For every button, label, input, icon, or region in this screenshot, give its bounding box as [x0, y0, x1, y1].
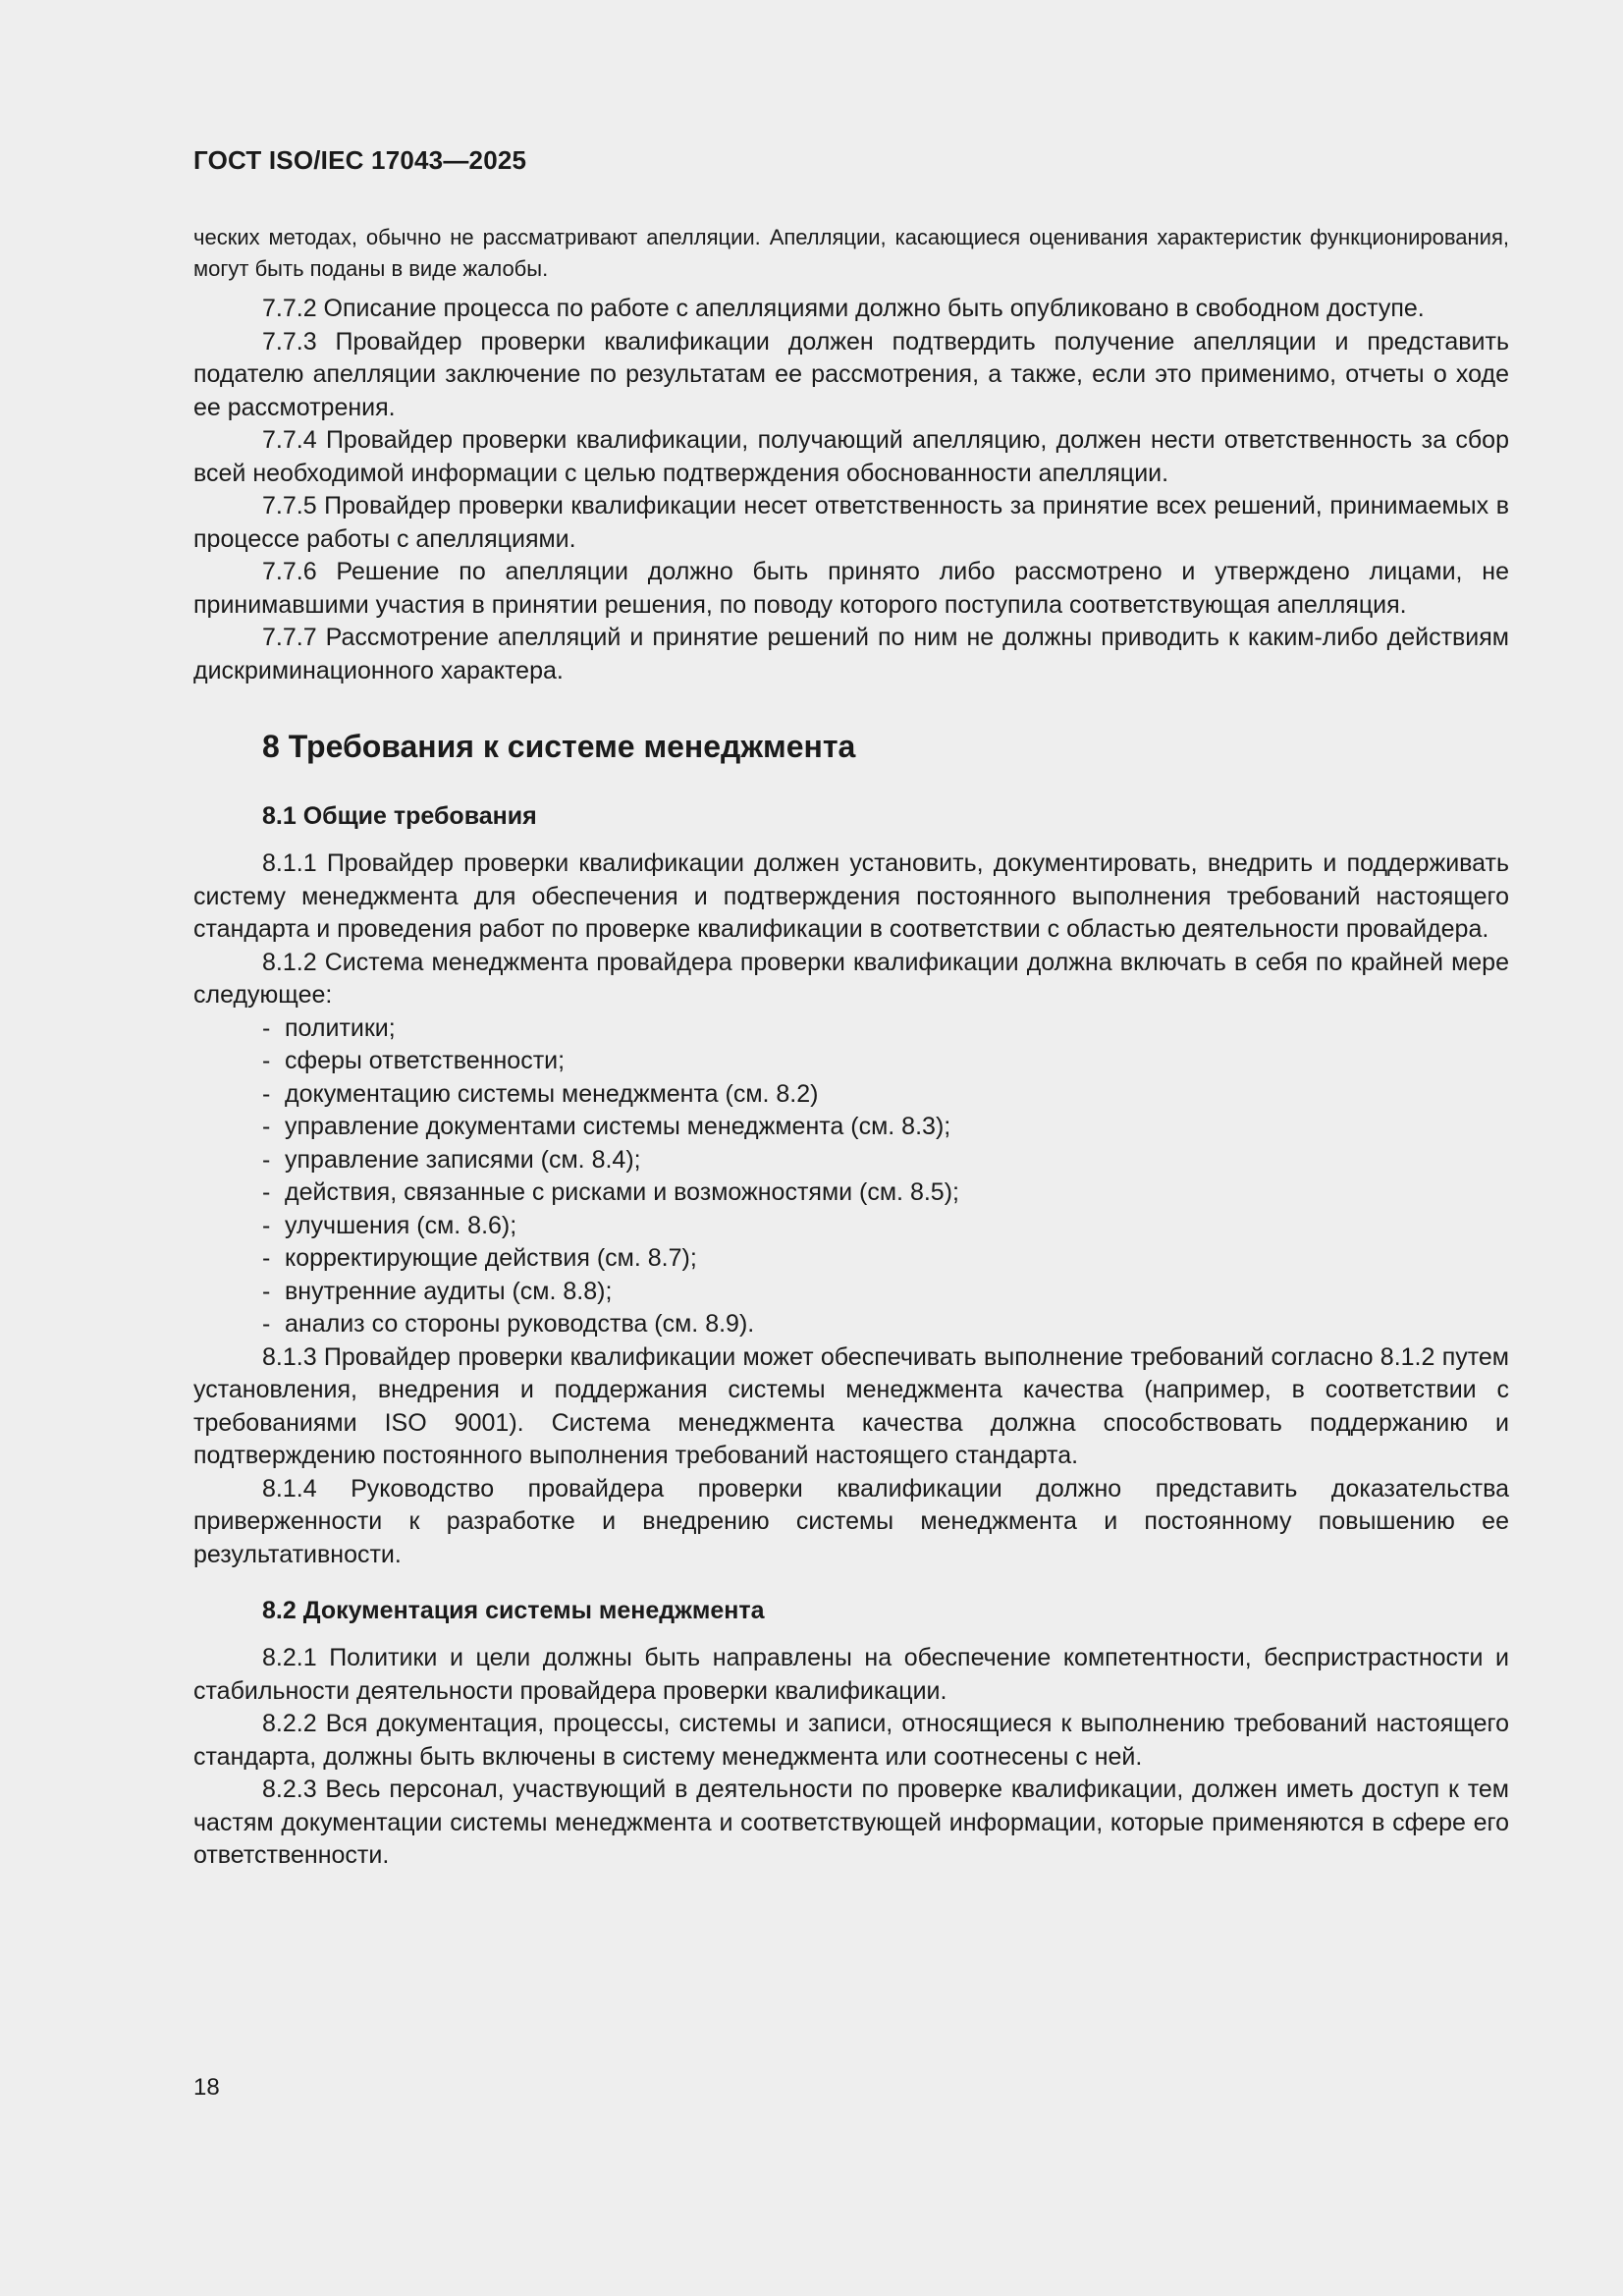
- list-item: - управление документами системы менеджмента (см. 8.3);: [262, 1111, 1509, 1144]
- subsection-8-1-title: 8.1 Общие требования: [262, 802, 537, 830]
- list-item: - корректирующие действия (см. 8.7);: [262, 1242, 1509, 1276]
- clause-7-7-4: 7.7.4 Провайдер проверки квалификации, получающий апелляцию, должен нести ответственность за сбор всей необходимой информации с целью подтверждения обоснованности апелляции.: [193, 426, 1509, 487]
- list-item: - улучшения (см. 8.6);: [262, 1210, 1509, 1243]
- clause-8-2-2: 8.2.2 Вся документация, процессы, системы и записи, относящиеся к выполнению требований настоящего стандарта, должны быть включены в систему менеджмента или соотнесены с ней.: [193, 1710, 1509, 1771]
- clause-8-1-1: 8.1.1 Провайдер проверки квалификации должен установить, документировать, внедрить и поддерживать систему менеджмента для обеспечения и подтверждения постоянного выполнения требований настоящего стандарта и проведения работ по проверке квалификации в соответствии с областью деятельности провайдера.: [193, 849, 1509, 943]
- list-item: - внутренние аудиты (см. 8.8);: [262, 1276, 1509, 1309]
- continuation-paragraph: ческих методах, обычно не рассматривают апелляции. Апелляции, касающиеся оценивания характеристик функционирования, могут быть поданы в виде жалобы.: [193, 225, 1509, 281]
- document-body: [193, 222, 1509, 1873]
- clause-8-1-4: 8.1.4 Руководство провайдера проверки квалификации должно представить доказательства приверженности к разработке и внедрению системы менеджмента и постоянному повышению ее результативности.: [193, 1474, 1509, 1568]
- clause-8-1-3: 8.1.3 Провайдер проверки квалификации может обеспечивать выполнение требований согласно 8.1.2 путем установления, внедрения и поддержания системы менеджмента качества (например, в соответствии с требованиями ISO 9001). Система менеджмента качества должна способствовать поддержанию и подтверждению постоянного выполнения требований настоящего стандарта.: [193, 1342, 1509, 1469]
- page-number: 18: [193, 2074, 220, 2101]
- section-8-title: 8 Требования к системе менеджмента: [262, 729, 856, 764]
- clause-7-7-7: 7.7.7 Рассмотрение апелляций и принятие решений по ним не должны приводить к каким-либо действиям дискриминационного характера.: [193, 624, 1509, 684]
- clause-7-7-3: 7.7.3 Провайдер проверки квалификации должен подтвердить получение апелляции и представить подателю апелляции заключение по результатам ее рассмотрения, а также, если это применимо, отчеты о ходе ее рассмотрения.: [193, 327, 1509, 421]
- list-item: - управление записями (см. 8.4);: [262, 1144, 1509, 1177]
- list-item: - сферы ответственности;: [262, 1045, 1509, 1078]
- clause-8-2-3: 8.2.3 Весь персонал, участвующий в деятельности по проверке квалификации, должен иметь доступ к тем частям документации системы менеджмента и соответствующей информации, которые применяются в сфере его ответственности.: [193, 1776, 1509, 1869]
- list-item: - документацию системы менеджмента (см. 8.2): [262, 1078, 1509, 1112]
- document-header: ГОСТ ISO/IEC 17043—2025: [193, 145, 527, 175]
- clause-7-7-2: 7.7.2 Описание процесса по работе с апелляциями должно быть опубликовано в свободном доступе.: [262, 295, 1425, 322]
- list-item: - политики;: [262, 1012, 1509, 1046]
- subsection-8-2-title: 8.2 Документация системы менеджмента: [262, 1597, 765, 1624]
- clause-8-1-2: 8.1.2 Система менеджмента провайдера проверки квалификации должна включать в себя по крайней мере следующее:: [193, 948, 1509, 1009]
- list-item: - действия, связанные с рисками и возможностями (см. 8.5);: [262, 1176, 1509, 1210]
- clause-8-2-1: 8.2.1 Политики и цели должны быть направлены на обеспечение компетентности, беспристрастности и стабильности деятельности провайдера проверки квалификации.: [193, 1644, 1509, 1705]
- management-system-list: [193, 1012, 1509, 1341]
- list-item: - анализ со стороны руководства (см. 8.9).: [262, 1308, 1509, 1341]
- clause-7-7-6: 7.7.6 Решение по апелляции должно быть принято либо рассмотрено и утверждено лицами, не принимавшими участия в принятии решения, по поводу которого поступила соответствующая апелляция.: [193, 558, 1509, 619]
- clause-7-7-5: 7.7.5 Провайдер проверки квалификации несет ответственность за принятие всех решений, принимаемых в процессе работы с апелляциями.: [193, 492, 1509, 553]
